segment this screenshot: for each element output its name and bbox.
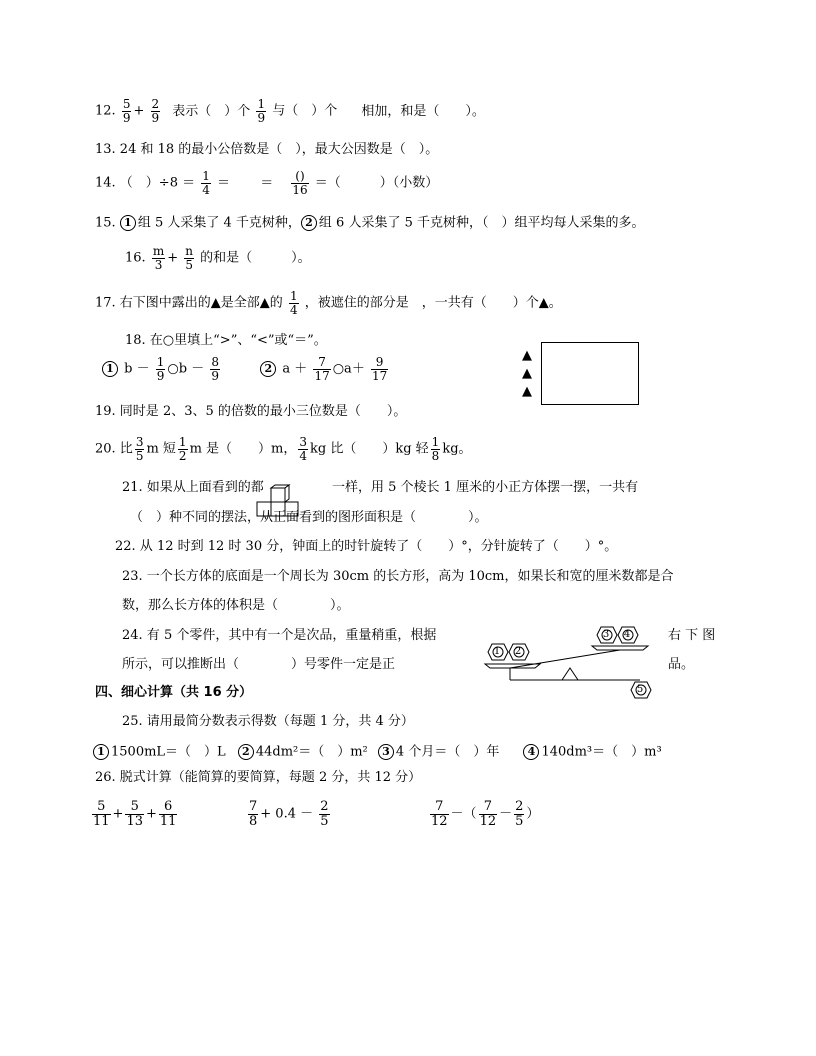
fraction: $\frac{9}{17}$ xyxy=(371,355,388,383)
circled-number: 4 xyxy=(523,744,539,760)
question-15: 15. 1 组 5 人采集了 4 千克树种， 2 组 6 人采集了 5 千克树种，（ ）组平均每人采集的多。 xyxy=(95,215,645,231)
question-16: 16. $\frac{m}{3}$ + $\frac{n}{5}$ 的和是（ ）。 xyxy=(125,244,311,272)
calc-expression-3: $\frac{7}{12}$ －（ $\frac{7}{12}$ － $\frac{2}{5}$ ） xyxy=(431,799,540,829)
fraction: $\frac{1}{4}$ xyxy=(202,169,210,197)
fraction: $\frac{1}{2}$ xyxy=(178,435,187,463)
question-12: 12. $\frac{5}{9}$ + $\frac{2}{9}$ 表示（ ）个 $\frac{1}{9}$ 与（ ）个 相加，和是（ ）。 xyxy=(95,97,485,125)
fraction: $\frac{2}{9}$ xyxy=(151,97,160,125)
question-24-line-2b: 品。 xyxy=(668,657,695,672)
circled-number: 2 xyxy=(301,215,317,231)
fraction: $\frac{1}{4}$ xyxy=(289,289,298,317)
question-24-line-2a: 所示，可以推断出（ ）号零件一定是正 xyxy=(122,657,396,672)
fraction: $\frac{n}{5}$ xyxy=(185,244,193,272)
circled-number: 1 xyxy=(93,744,109,760)
fraction: $\frac{7}{8}$ xyxy=(249,799,258,829)
fraction: $\frac{5}{9}$ xyxy=(122,97,131,125)
circled-number: 3 xyxy=(378,744,394,760)
question-21-line-2: （ ）种不同的摆法，从正面看到的图形面积是（ ）。 xyxy=(130,510,488,525)
circled-number: 1 xyxy=(120,215,136,231)
fraction: $\frac{1}{8}$ xyxy=(431,435,440,463)
question-19: 19. 同时是 2、3、5 的倍数的最小三位数是（ ）。 xyxy=(95,404,407,419)
question-26: 26. 脱式计算（能简算的要简算，每题 2 分，共 12 分） xyxy=(95,770,422,785)
calc-expression-1: $\frac{5}{11}$ + $\frac{5}{13}$ + $\frac{6}{11}$ xyxy=(93,799,177,829)
circled-number: 1 xyxy=(102,361,118,377)
hexagon-5: 5 xyxy=(630,681,650,699)
question-22: 22. 从 12 时到 12 时 30 分，钟面上的时针旋转了（ ）°，分针旋转了（ ）°。 xyxy=(115,539,618,554)
question-20: 20. 比 $\frac{3}{5}$ m 短 $\frac{1}{2}$ m 是（ ）m， $\frac{3}{4}$ kg 比（ ）kg 轻 $\frac{1}{8}$ kg。 xyxy=(95,435,472,463)
fraction: $\frac{8}{9}$ xyxy=(211,355,219,383)
fraction: $\frac{7}{17}$ xyxy=(314,355,330,383)
triangle-icon: ▲ xyxy=(522,348,532,363)
hexagon-2: 2 xyxy=(508,643,528,661)
question-24-line-1b: 右 下 图 xyxy=(668,628,716,643)
hexagon-3: 3 xyxy=(596,626,616,644)
question-23-line-2: 数，那么长方体的体积是（ ）。 xyxy=(122,598,350,613)
question-24-line-1a: 24. 有 5 个零件，其中有一个是次品，重量稍重，根据 xyxy=(122,628,437,643)
fraction: $\frac{2}{5}$ xyxy=(515,799,524,829)
fraction: $\frac{m}{3}$ xyxy=(152,244,165,272)
fraction: $\frac{1}{9}$ xyxy=(156,355,165,383)
fraction: $\frac{5}{11}$ xyxy=(93,799,110,829)
fraction: $\frac{3}{5}$ xyxy=(135,435,144,463)
question-25: 25. 请用最简分数表示得数（每题 1 分，共 4 分） xyxy=(122,714,414,729)
hexagon-4: 4 xyxy=(617,626,637,644)
circled-number: 2 xyxy=(238,744,254,760)
covering-rectangle xyxy=(541,342,639,405)
fraction: $\frac{7}{12}$ xyxy=(479,799,497,829)
fraction: $\frac{7}{12}$ xyxy=(431,799,448,829)
question-21-line-1b: 一样，用 5 个棱长 1 厘米的小正方体摆一摆，一共有 xyxy=(332,480,639,495)
question-13: 13. 24 和 18 的最小公倍数是（ ），最大公因数是（ ）。 xyxy=(95,142,439,157)
question-18-expressions: 1 b － $\frac{1}{9}$ ○b － $\frac{8}{9}$ 2 a ＋ $\frac{7}{17}$ ○a＋ $\frac{9}{17}$ xyxy=(102,356,390,382)
fraction: $\frac{6}{11}$ xyxy=(159,799,177,829)
question-21-line-1a: 21. 如果从上面看到的都 xyxy=(122,480,264,495)
fraction: $\frac{3}{4}$ xyxy=(299,435,307,463)
calc-expression-2: $\frac{7}{8}$ + 0.4 － $\frac{2}{5}$ xyxy=(249,799,329,829)
fraction: $\frac{1}{9}$ xyxy=(257,97,266,125)
question-23-line-1: 23. 一个长方体的底面是一个周长为 30cm 的长方形，高为 10cm，如果长和宽的厘米数都是合 xyxy=(122,569,674,584)
question-17: 17. 右下图中露出的▲是全部▲的 $\frac{1}{4}$ ，被遮住的部分是 ，一共有（ ）个▲。 xyxy=(95,289,562,317)
question-18: 18. 在○里填上“>”、“<”或“＝”。 xyxy=(125,333,327,348)
fraction: $\frac{5}{13}$ xyxy=(126,799,143,829)
fraction: $\frac{()}{16}$ xyxy=(292,169,308,197)
section-heading: 四、细心计算（共 16 分） xyxy=(95,685,253,700)
hexagon-1: 1 xyxy=(487,643,507,661)
question-25-items: 1 1500mL＝（ ）L 2 44dm²＝（ ）m² 3 4 个月＝（ ）年 4 140dm³＝（ ）m³ xyxy=(93,744,662,760)
circled-number: 2 xyxy=(260,361,276,377)
triangle-icon: ▲ xyxy=(522,384,532,399)
question-14: 14. （ ）÷8 ＝ $\frac{1}{4}$ ＝ ＝ $\frac{()}{16}$ ＝（ ）（小数） xyxy=(95,169,439,197)
fraction: $\frac{2}{5}$ xyxy=(320,799,329,829)
triangle-icon: ▲ xyxy=(522,366,532,381)
